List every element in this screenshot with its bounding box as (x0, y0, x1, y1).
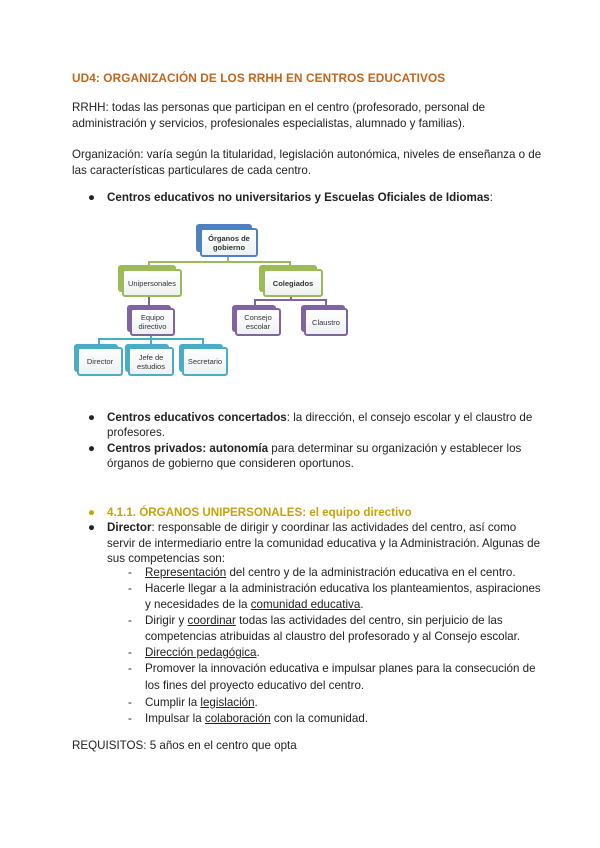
text: para determinar su organización y establecer los (268, 442, 522, 455)
underlined: Dirección pedagógica (145, 646, 257, 659)
node-unipersonales: Unipersonales (122, 269, 182, 297)
bold-text: Director (107, 521, 152, 534)
text: con la comunidad. (270, 712, 368, 725)
node-secretario: Secretario (182, 347, 228, 376)
bullet-text: Centros educativos no universitarios y Escuelas Oficiales de Idiomas (107, 191, 490, 204)
bullet-privados (107, 441, 521, 457)
bullet-dot: ● (88, 191, 96, 204)
text: y necesidades de la (145, 598, 251, 611)
dash: - (128, 614, 132, 627)
bullet-dot: ● (88, 411, 96, 424)
connector (148, 261, 291, 263)
dash: - (128, 566, 132, 579)
underlined: comunidad educativa (250, 598, 361, 611)
bullet-dot: ● (88, 521, 96, 534)
competencia-5: Promover la innovación educativa e impulsar planes para la consecución de (145, 662, 536, 675)
text: del centro y de la administración educativa en el centro. (226, 566, 516, 579)
director-line-2: servir de intermediario entre la comunidad educativa y la Administración. Algunas de (107, 537, 541, 550)
node-consejo-escolar: Consejo escolar (235, 308, 281, 336)
competencia-3-line-2: competencias atribuidas al claustro del profesorado y al Consejo escolar. (145, 630, 521, 643)
privados-line-2: órganos de gobierno que consideren oportunos. (107, 457, 354, 470)
bullet-director (107, 520, 516, 536)
competencia-5-line-2: los fines del proyecto educativo del centro. (145, 679, 365, 692)
text: Dirigir y (145, 614, 188, 627)
org-line-1: Organización: varía según la titularidad, legislación autonómica, niveles de enseñanza o de (72, 148, 542, 161)
text: . (254, 696, 258, 709)
node-claustro: Claustro (304, 308, 348, 336)
text: . (256, 646, 260, 659)
dash: - (128, 662, 132, 675)
rrhh-line-1: RRHH: todas las personas que participan en el centro (profesorado, personal de (72, 101, 486, 114)
node-organos-de-gobierno: Órganos de gobierno (200, 228, 258, 257)
underlined: Representación (145, 566, 227, 579)
competencia-7 (145, 711, 368, 727)
bullet-tail: : (489, 191, 493, 204)
underlined: colaboración (204, 712, 271, 725)
bold-text: Centros privados: autonomía (107, 442, 269, 455)
underlined: coordinar (187, 614, 236, 627)
dash: - (128, 712, 132, 725)
underlined: legislación (200, 696, 255, 709)
text: : la dirección, el consejo escolar y el claustro de (286, 411, 533, 424)
text: todas las actividades del centro, sin perjuicio de las (235, 614, 503, 627)
competencia-3 (145, 613, 503, 629)
text: Impulsar la (145, 712, 205, 725)
concertados-line-2: profesores. (107, 426, 165, 439)
dash: - (128, 646, 132, 659)
document-title: UD4: ORGANIZACIÓN DE LOS RRHH EN CENTROS EDUCATIVOS (72, 71, 446, 85)
text: . (360, 598, 364, 611)
dash: - (128, 696, 132, 709)
bullet-dot: ● (88, 442, 96, 455)
competencia-1 (145, 565, 516, 581)
section-heading-411: 4.1.1. ÓRGANOS UNIPERSONALES: el equipo directivo (107, 506, 412, 519)
node-director: Director (77, 347, 123, 376)
bullet-centros-no-universitarios (107, 190, 493, 206)
competencia-6 (145, 695, 258, 711)
director-line-3: sus competencias son: (107, 552, 225, 565)
bold-text: Centros educativos concertados (107, 411, 287, 424)
org-line-2: las características particulares de cada centro. (72, 164, 312, 177)
bullet-concertados (107, 410, 532, 426)
text: Cumplir la (145, 696, 201, 709)
competencia-2: Hacerle llegar a la administración educativa los planteamientos, aspiraciones (145, 582, 541, 595)
dash: - (128, 582, 132, 595)
competencia-2-line-2 (145, 597, 364, 613)
text: : responsable de dirigir y coordinar las actividades del centro, así como (151, 521, 517, 534)
connector (254, 299, 327, 301)
node-equipo-directivo: Equipo directivo (130, 308, 175, 336)
rrhh-line-2: administración y servicios, profesionales especialistas, alumnado y familias). (72, 117, 466, 130)
requisitos: REQUISITOS: 5 años en el centro que opta (72, 739, 297, 752)
competencia-4 (145, 645, 260, 661)
node-jefe-de-estudios: Jefe de estudios (128, 347, 174, 376)
node-colegiados: Colegiados (263, 269, 323, 297)
bullet-dot: ● (88, 506, 96, 519)
